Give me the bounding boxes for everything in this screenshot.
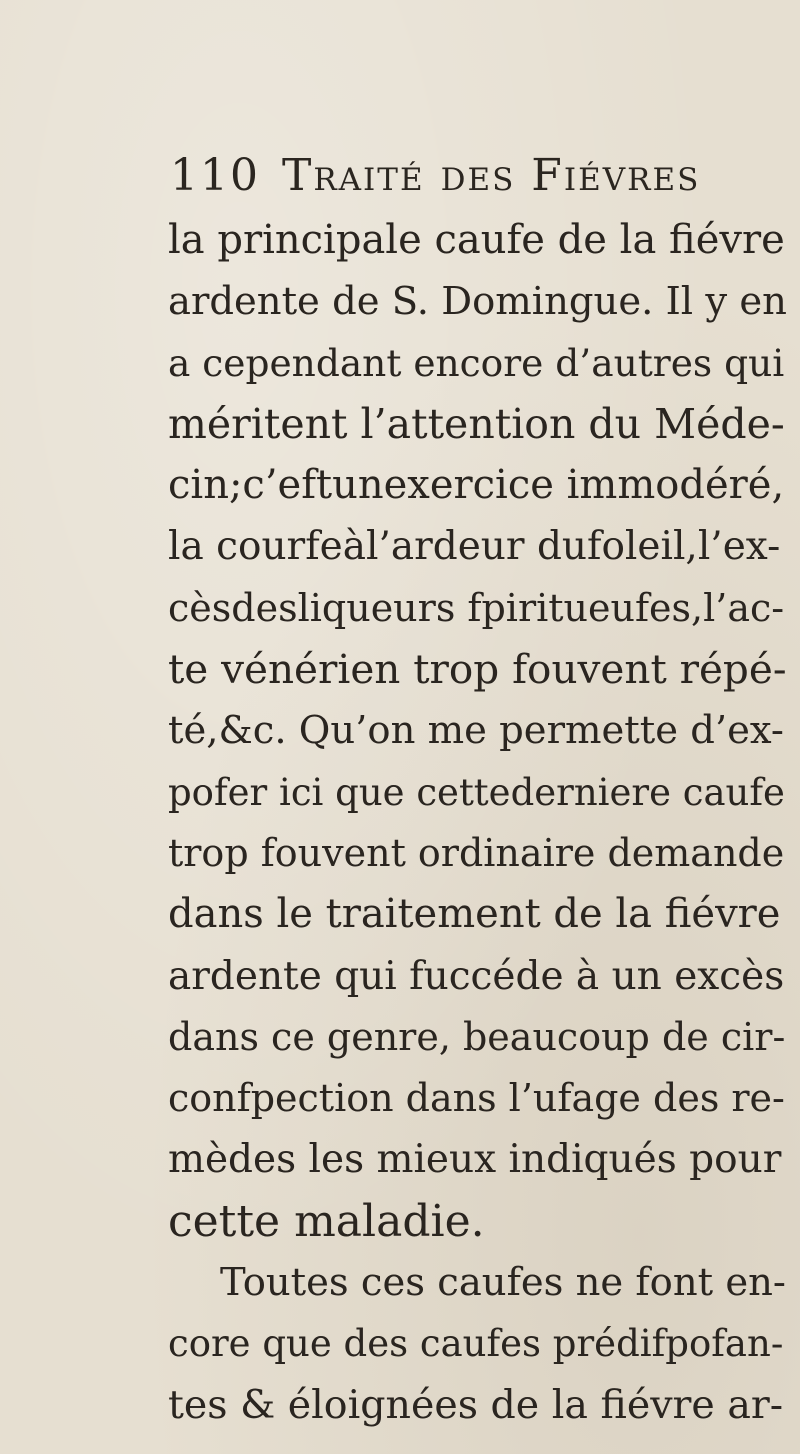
text-line: méritent l’attention du Méde- <box>168 399 785 448</box>
text-line: la courfeàl’ardeur dufoleil,l’ex- <box>168 524 781 570</box>
text-line: dans le traitement de la fiévre <box>168 891 781 938</box>
text-line: a cependant encore d’autres qui <box>168 340 785 385</box>
text-line: ardente qui fuccéde à un excès <box>168 953 785 999</box>
text-line: cèsdesliqueurs fpiritueufes,l’ac- <box>168 585 785 630</box>
paragraph-start-line: Toutes ces caufes ne font en- <box>220 1260 786 1306</box>
text-line: core que des caufes prédifpofan- <box>168 1322 784 1366</box>
text-line: cette maladie. <box>168 1195 485 1247</box>
text-line: té,&c. Qu’on me permette d’ex- <box>168 708 784 754</box>
text-line: trop fouvent ordinaire demande <box>168 830 785 875</box>
text-line: mèdes les mieux indiqués pour <box>168 1137 782 1183</box>
text-line: dans ce genre, beaucoup de cir- <box>168 1014 786 1059</box>
page-number: 110 <box>170 150 260 201</box>
text-line: tes & éloignées de la fiévre ar- <box>168 1381 784 1428</box>
running-head <box>170 150 700 201</box>
text-line: la principale caufe de la fiévre <box>168 217 785 263</box>
text-line: cin;c’eftunexercice immodéré, <box>168 462 785 509</box>
text-line: ardente de S. Domingue. Il y en <box>168 279 787 325</box>
running-title: Traité des Fiévres <box>281 150 701 201</box>
text-line: te vénérien trop fouvent répé- <box>168 645 787 694</box>
text-line: pofer ici que cettederniere caufe <box>168 770 785 814</box>
body-text <box>168 210 788 1436</box>
text-line: confpection dans l’ufage des re- <box>168 1076 785 1121</box>
